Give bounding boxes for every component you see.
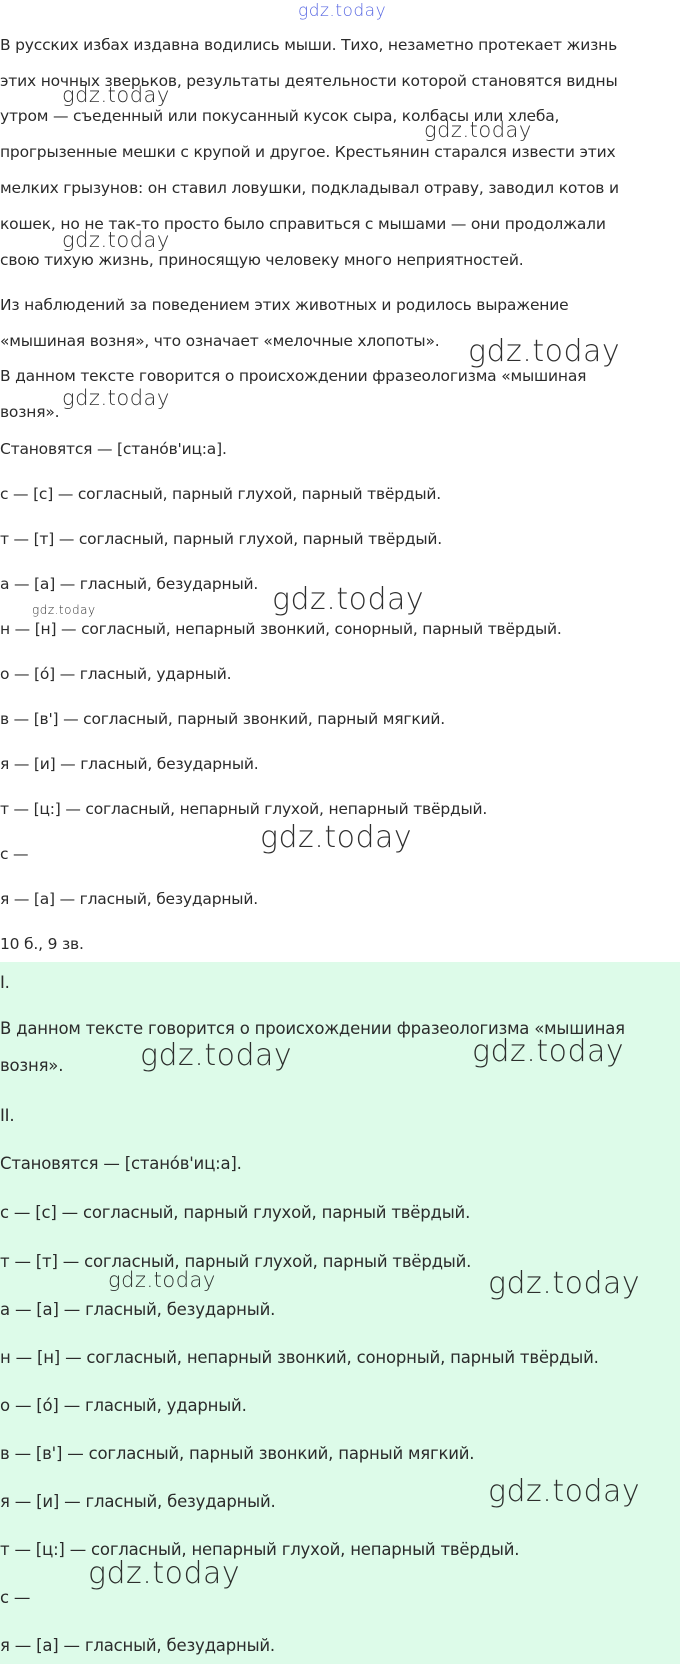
phonetic-line: я — [а] — гласный, безударный. (0, 1636, 275, 1655)
phonetic-line: я — [и] — гласный, безударный. (0, 755, 259, 773)
text-line: В данном тексте говорится о происхождении фразеологизма «мышиная (0, 1019, 625, 1038)
phonetic-line: с — (0, 1588, 31, 1607)
section-number: II. (0, 1106, 15, 1125)
watermark: gdz.today (32, 603, 96, 617)
text-line: возня». (0, 403, 60, 421)
watermark: gdz.today (468, 334, 621, 369)
text-line: «мышиная возня», что означает «мелочные хлопоты». (0, 332, 440, 350)
phonetic-line: я — [и] — гласный, безударный. (0, 1492, 276, 1511)
text-line: свою тихую жизнь, приносящую человеку много неприятностей. (0, 251, 524, 269)
text-line: прогрызенные мешки с крупой и другое. Крестьянин старался извести этих (0, 143, 616, 161)
phonetic-line: с — [с] — согласный, парный глухой, парный твёрдый. (0, 485, 442, 503)
text-line: мелких грызунов: он ставил ловушки, подкладывал отраву, заводил котов и (0, 179, 619, 197)
phonetic-line: с — (0, 845, 29, 863)
watermark: gdz.today (260, 820, 413, 855)
phonetic-line: а — [а] — гласный, безударный. (0, 575, 259, 593)
text-line: этих ночных зверьков, результаты деятельности которой становятся видны (0, 72, 618, 90)
phonetic-line: т — [т] — согласный, парный глухой, парный твёрдый. (0, 530, 443, 548)
watermark: gdz.today (488, 1474, 641, 1509)
phonetic-line: т — [ц:] — согласный, непарный глухой, непарный твёрдый. (0, 800, 488, 818)
watermark: gdz.today (62, 83, 170, 107)
phonetic-line: с — [с] — согласный, парный глухой, парный твёрдый. (0, 1203, 471, 1222)
watermark: gdz.today (62, 228, 170, 252)
watermark: gdz.today (88, 1556, 241, 1591)
phonetic-line: т — [ц:] — согласный, непарный глухой, непарный твёрдый. (0, 1540, 520, 1559)
section-number: I. (0, 973, 10, 992)
site-link[interactable]: gdz.today (298, 1, 387, 21)
phonetic-line: я — [а] — гласный, безударный. (0, 890, 258, 908)
phonetic-line: н — [н] — согласный, непарный звонкий, сонорный, парный твёрдый. (0, 620, 562, 638)
text-line: Из наблюдений за поведением этих животных и родилось выражение (0, 296, 569, 314)
watermark: gdz.today (108, 1268, 216, 1292)
text-line: кошек, но не так-то просто было справиться с мышами — они продолжали (0, 215, 606, 233)
text-line: возня». (0, 1056, 64, 1075)
phonetic-line: т — [т] — согласный, парный глухой, парный твёрдый. (0, 1252, 472, 1271)
watermark: gdz.today (140, 1038, 293, 1073)
watermark: gdz.today (424, 118, 532, 142)
watermark: gdz.today (488, 1266, 641, 1301)
transcription-line: Становятся — [стано́в'иц:а]. (0, 440, 227, 458)
phonetic-line: н — [н] — согласный, непарный звонкий, сонорный, парный твёрдый. (0, 1348, 599, 1367)
watermark: gdz.today (472, 1034, 625, 1069)
phonetic-line: о — [о́] — гласный, ударный. (0, 665, 232, 683)
watermark: gdz.today (272, 582, 425, 617)
phonetic-line: в — [в'] — согласный, парный звонкий, парный мягкий. (0, 710, 445, 728)
watermark: gdz.today (62, 386, 170, 410)
letter-sound-count: 10 б., 9 зв. (0, 935, 84, 953)
text-line: В данном тексте говорится о происхождении фразеологизма «мышиная (0, 367, 587, 385)
phonetic-line: в — [в'] — согласный, парный звонкий, парный мягкий. (0, 1444, 475, 1463)
phonetic-line: о — [о́] — гласный, ударный. (0, 1396, 247, 1415)
transcription-line: Становятся — [стано́в'иц:а]. (0, 1154, 242, 1173)
text-line: В русских избах издавна водились мыши. Тихо, незаметно протекает жизнь (0, 36, 618, 54)
phonetic-line: а — [а] — гласный, безударный. (0, 1300, 276, 1319)
text-line: утром — съеденный или покусанный кусок сыра, колбасы или хлеба, (0, 107, 560, 125)
